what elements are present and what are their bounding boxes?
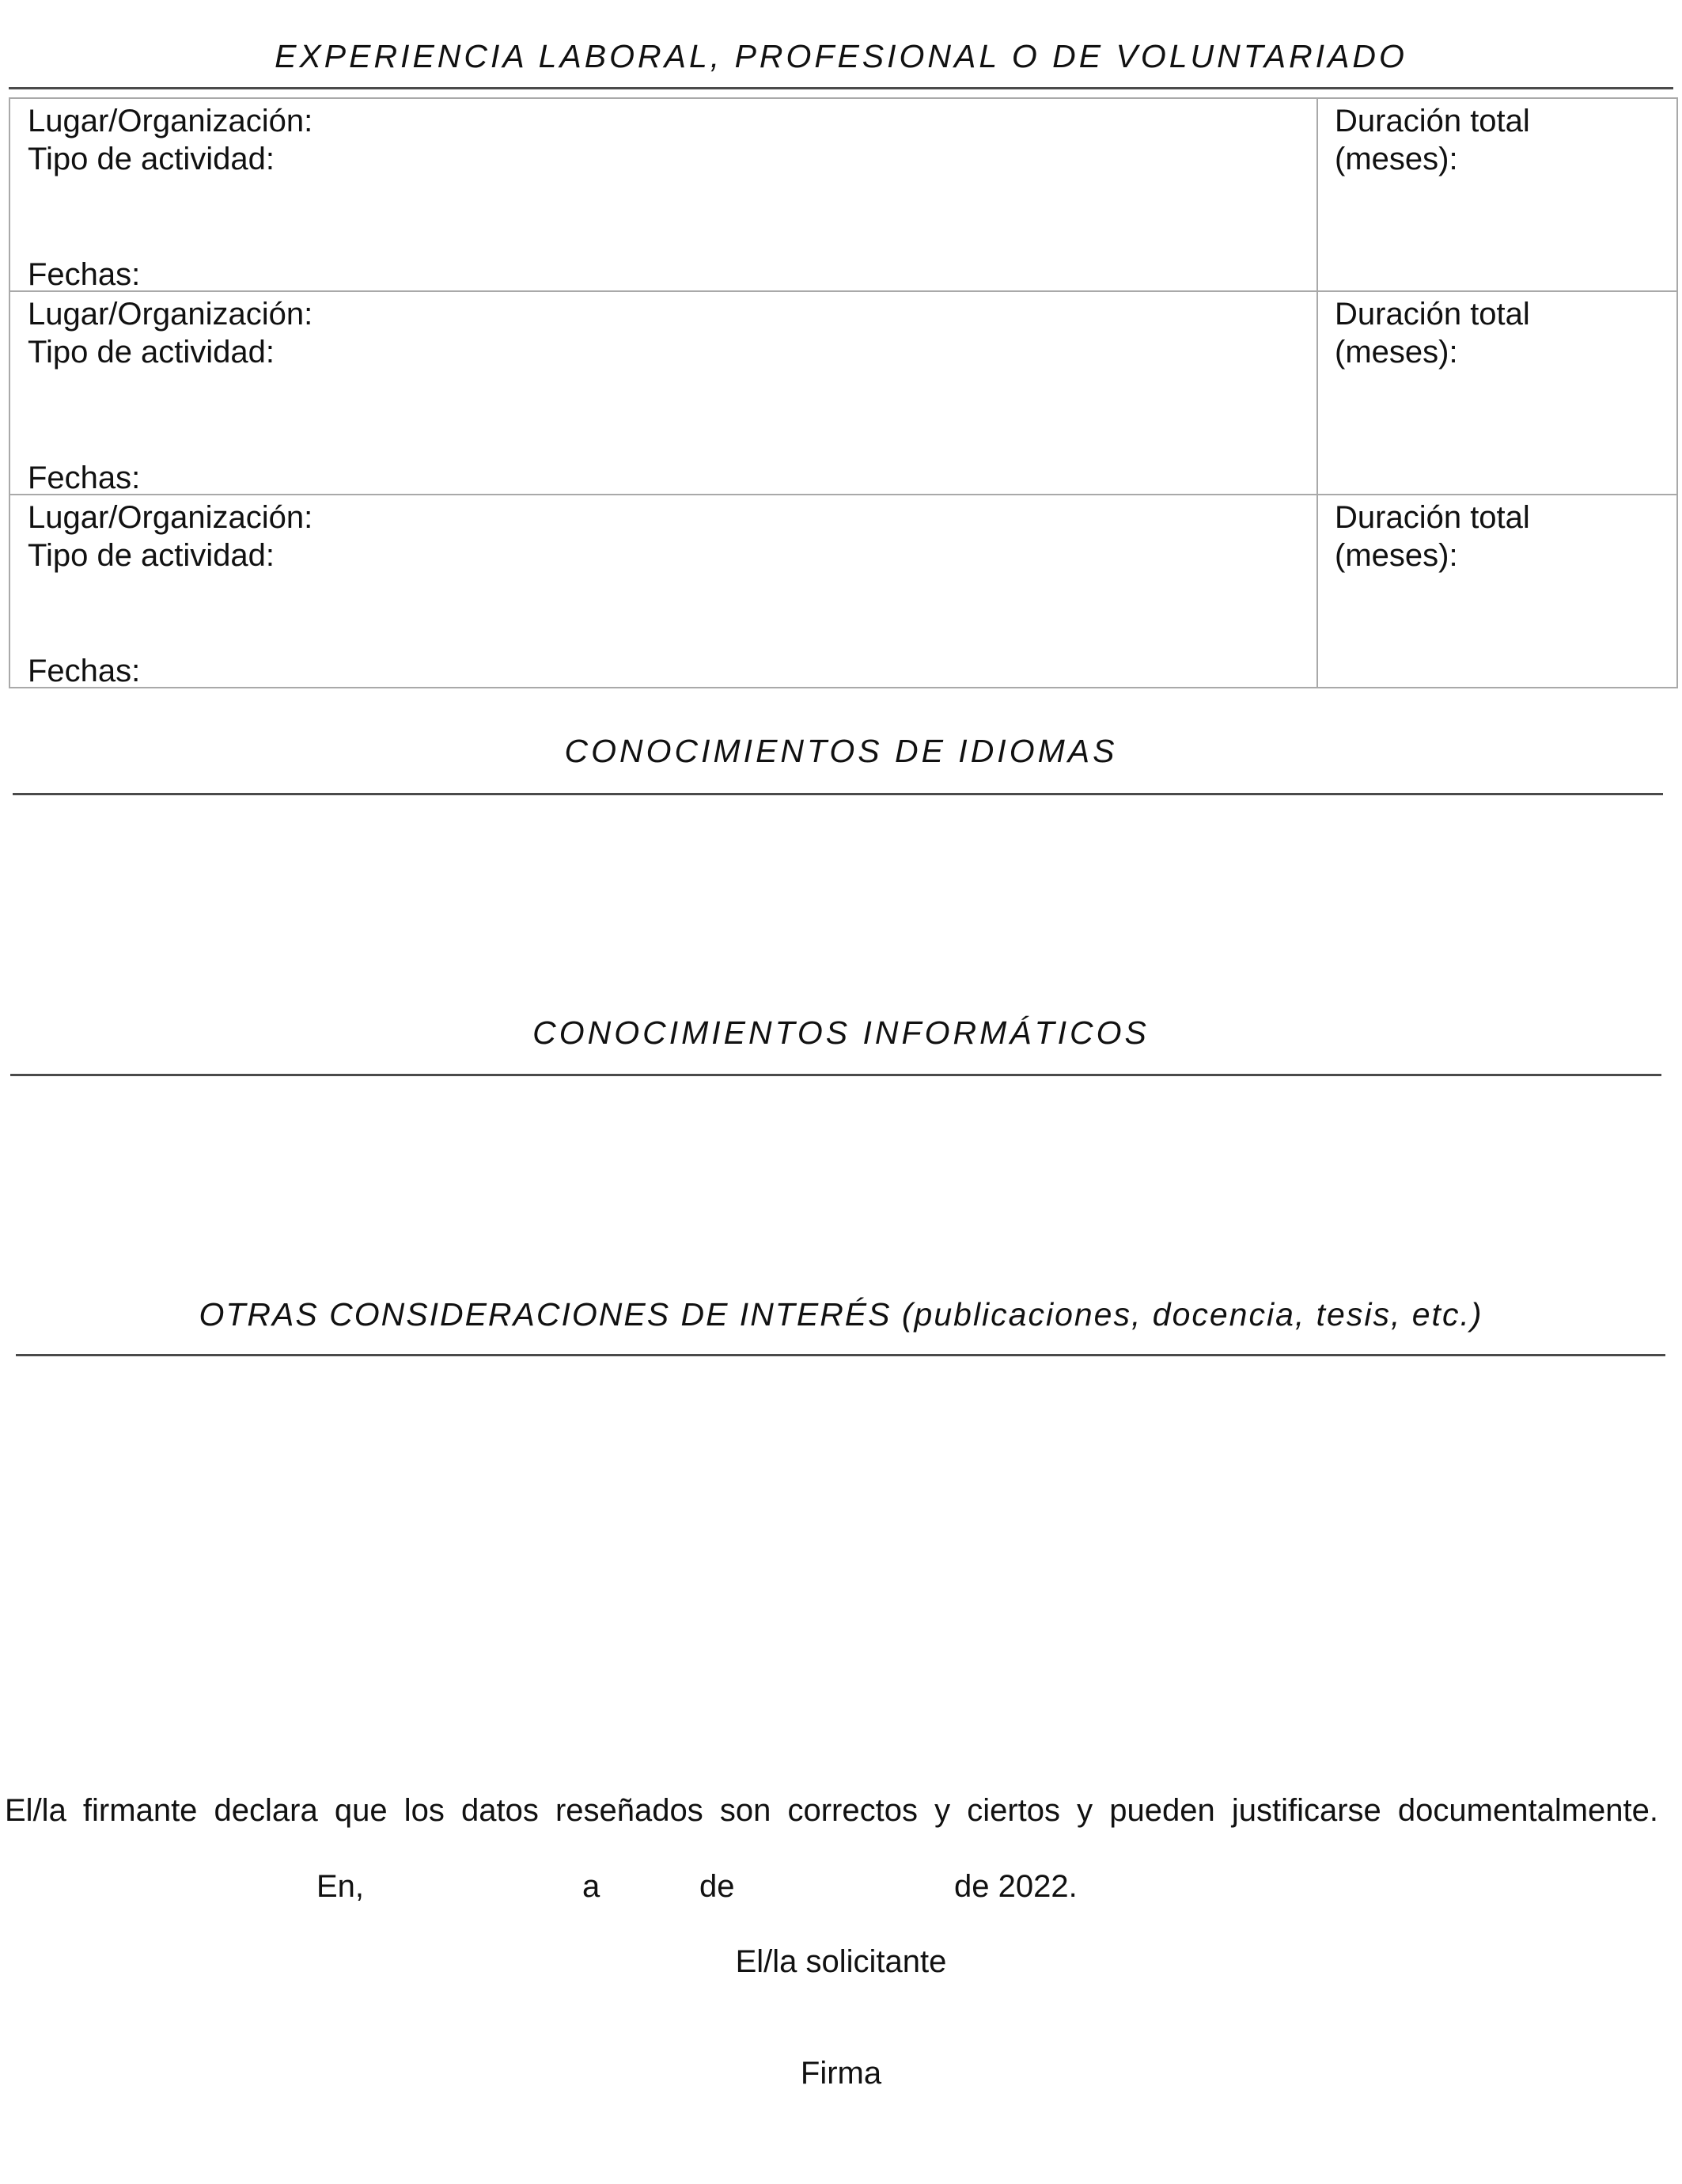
duration-label-line1: Duración total xyxy=(1335,500,1530,535)
duration-cell[interactable] xyxy=(1317,98,1677,291)
day-connector: a xyxy=(582,1869,600,1904)
month-field[interactable] xyxy=(744,1867,941,1905)
computing-section-title: CONOCIMIENTOS INFORMÁTICOS xyxy=(532,1014,1150,1051)
dates-label: Fechas: xyxy=(28,654,141,688)
other-title-rule xyxy=(16,1354,1665,1356)
applicant-label: El/la solicitante xyxy=(735,1944,947,1979)
experience-row xyxy=(9,291,1677,495)
computing-content-area[interactable] xyxy=(10,1079,1661,1292)
experience-details-cell[interactable] xyxy=(9,98,1317,291)
duration-label-line2: (meses): xyxy=(1335,142,1458,176)
signature-label: Firma xyxy=(800,2056,882,2091)
place-label: Lugar/Organización: xyxy=(28,297,313,332)
activity-label: Tipo de actividad: xyxy=(28,538,275,573)
duration-label-line1: Duración total xyxy=(1335,104,1530,138)
dates-label: Fechas: xyxy=(28,257,141,292)
duration-label-line2: (meses): xyxy=(1335,538,1458,573)
activity-label: Tipo de actividad: xyxy=(28,142,275,176)
languages-section-title: CONOCIMIENTOS DE IDIOMAS xyxy=(564,733,1118,769)
experience-details-cell[interactable] xyxy=(9,495,1317,688)
duration-label-line2: (meses): xyxy=(1335,335,1458,370)
experience-row xyxy=(9,495,1677,688)
experience-row xyxy=(9,98,1677,291)
languages-title-rule xyxy=(13,793,1663,795)
dates-label: Fechas: xyxy=(28,461,141,495)
year-text: de 2022. xyxy=(954,1869,1078,1904)
duration-cell[interactable] xyxy=(1317,291,1677,495)
duration-cell[interactable] xyxy=(1317,495,1677,688)
experience-section-title: EXPERIENCIA LABORAL, PROFESIONAL O DE VOLUNTARIADO xyxy=(275,38,1407,74)
languages-content-area[interactable] xyxy=(13,798,1663,1011)
computing-title-rule xyxy=(10,1074,1661,1076)
other-section-title: OTRAS CONSIDERACIONES DE INTERÉS (publicaciones, docencia, tesis, etc.) xyxy=(199,1296,1483,1333)
declaration-text: El/la firmante declara que los datos reseñados son correctos y ciertos y pueden justificarse documentalmente. xyxy=(5,1793,1658,1828)
day-field[interactable] xyxy=(609,1867,696,1905)
experience-table xyxy=(9,97,1678,688)
activity-label: Tipo de actividad: xyxy=(28,335,275,370)
month-connector: de xyxy=(699,1869,735,1904)
experience-title-rule xyxy=(9,87,1673,89)
place-label: Lugar/Organización: xyxy=(28,500,313,535)
place-prefix: En, xyxy=(316,1869,365,1904)
place-label: Lugar/Organización: xyxy=(28,104,313,138)
duration-label-line1: Duración total xyxy=(1335,297,1530,332)
place-field[interactable] xyxy=(372,1867,562,1905)
experience-details-cell[interactable] xyxy=(9,291,1317,495)
other-content-area[interactable] xyxy=(16,1359,1665,1754)
